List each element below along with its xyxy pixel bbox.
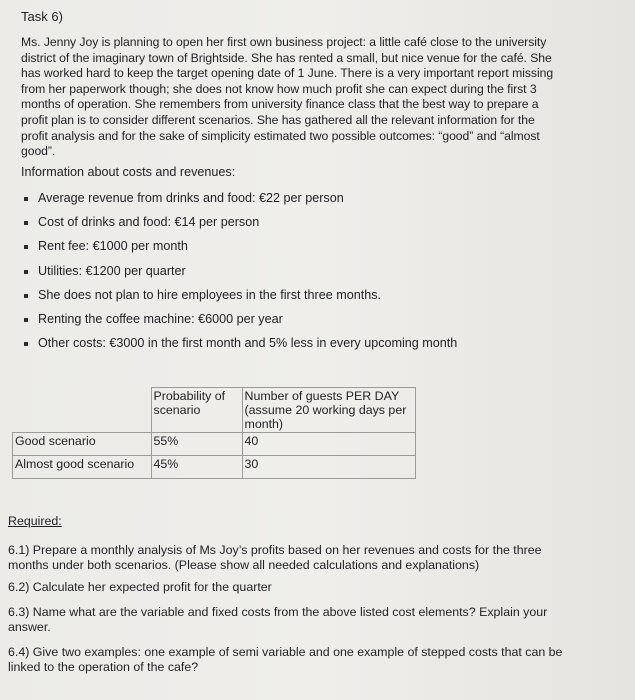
question-6-3 (8, 605, 608, 635)
question-line: linked to the operation of the cafe? (8, 660, 199, 674)
probability-cell: 45% (151, 456, 242, 479)
required-heading: Required: (8, 514, 62, 528)
task-intro-paragraph (21, 35, 601, 160)
header-line: (assume 20 working days per (244, 403, 407, 417)
bullet-icon (24, 294, 28, 298)
probability-cell: 55% (151, 433, 242, 456)
question-line: answer. (8, 620, 51, 634)
question-6-2: 6.2) Calculate her expected profit for the quarter (8, 580, 272, 594)
bullet-text: Rent fee: €1000 per month (38, 239, 188, 254)
list-item (24, 264, 457, 288)
bullet-text: Utilities: €1200 per quarter (38, 263, 186, 278)
question-line: 6.1) Prepare a monthly analysis of Ms Joy’s profits based on her revenues and costs for the three (8, 543, 542, 557)
scenario-cell: Good scenario (13, 433, 152, 456)
bullet-icon (24, 318, 28, 322)
guests-cell: 40 (242, 433, 415, 456)
question-line: 6.3) Name what are the variable and fixed costs from the above listed cost elements? Explain your (8, 605, 548, 619)
bullet-icon (24, 270, 28, 274)
bullet-icon (24, 221, 28, 225)
list-item (24, 215, 457, 239)
question-line: 6.4) Give two examples: one example of semi variable and one example of stepped costs that can be (8, 645, 563, 659)
bullet-icon (24, 245, 28, 249)
bullet-icon (24, 197, 28, 201)
header-line: month) (244, 417, 284, 431)
list-item (24, 191, 457, 215)
task-title: Task 6) (21, 9, 63, 24)
scenario-cell: Almost good scenario (13, 456, 152, 479)
intro-line: from her paperwork though; she does not know how much profit she can expect during the first 3 (21, 81, 537, 96)
header-line: Number of guests PER DAY (244, 389, 400, 403)
probability-header (151, 388, 242, 433)
list-item (24, 312, 457, 336)
scenario-table (12, 387, 416, 479)
list-item (24, 239, 457, 263)
intro-line: profit analysis and for the sake of simplicity estimated two possible outcomes: “good” and “almost (21, 128, 540, 143)
question-line: months under both scenarios. (Please show all needed calculations and explanations) (8, 558, 480, 572)
intro-line: months of operation. She remembers from university finance class that the best way to prepare a (21, 97, 539, 112)
empty-header-cell (13, 388, 152, 433)
question-6-4 (8, 645, 608, 675)
list-item (24, 336, 457, 360)
bullet-text: Other costs: €3000 in the first month and 5% less in every upcoming month (38, 336, 458, 351)
question-6-1 (8, 543, 608, 573)
list-item (24, 288, 457, 312)
header-line: Probability of (153, 389, 226, 403)
guests-cell: 30 (242, 456, 415, 479)
header-line: scenario (153, 403, 201, 417)
info-heading: Information about costs and revenues: (21, 165, 236, 179)
bullet-text: She does not plan to hire employees in the first three months. (38, 287, 382, 302)
intro-line: good”. (21, 144, 56, 159)
intro-line: Ms. Jenny Joy is planning to open her first own business project: a little café close to the university (21, 35, 547, 49)
cost-bullet-list (24, 191, 457, 360)
table-row (13, 456, 416, 479)
bullet-text: Renting the coffee machine: €6000 per year (38, 311, 283, 326)
bullet-text: Average revenue from drinks and food: €22 per person (38, 191, 344, 205)
table-header-row (13, 388, 416, 433)
table-row (13, 433, 416, 456)
bullet-icon (24, 342, 28, 346)
intro-line: district of the imaginary town of Brightside. She has rented a small, but nice venue for the café. She (21, 50, 552, 65)
intro-line: has worked hard to keep the target opening date of 1 June. There is a very important report missing (21, 66, 554, 81)
bullet-text: Cost of drinks and food: €14 per person (38, 215, 260, 230)
guests-header (242, 388, 415, 433)
intro-line: profit plan is to consider different scenarios. She has gathered all the relevant information for the (21, 112, 535, 127)
